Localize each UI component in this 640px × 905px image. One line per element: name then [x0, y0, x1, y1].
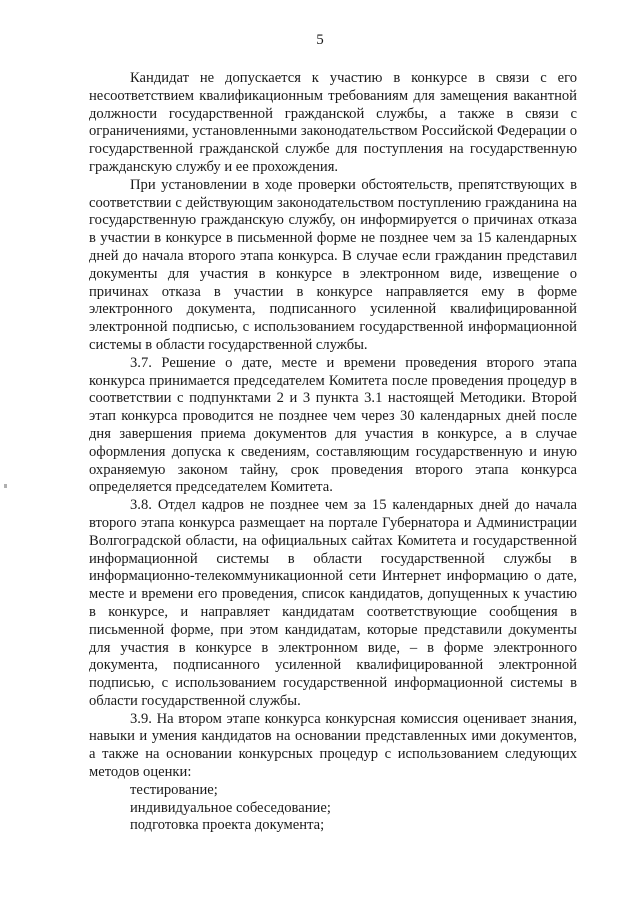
paragraph-3-8: 3.8. Отдел кадров не позднее чем за 15 календарных дней до начала второго этапа конкурса размещает на портале Губернатора и Администрации Волгоградской области, на официальных сайтах Комитета и государственной информационной системы в области государственной службы в информационно-телекоммуникационной сети Интернет информацию о дате, месте и времени его проведения, список кандидатов, допущенных к участию в конкурсе, и направляет кандидатам соответствующие сообщения в письменной форме, при этом кандидатам, которые представили документы для участия в конкурсе в электронном виде, – в форме электронного документа, подписанного усиленной квалифицированной электронной подписью, с использованием государственной информационной системы в области государственной службы.	[89, 497, 577, 709]
method-interview: индивидуальное собеседование;	[130, 799, 331, 816]
paragraph-3-9: 3.9. На втором этапе конкурса конкурсная комиссия оценивает знания, навыки и умения кандидатов на основании представленных ими документов, а также на основании конкурсных процедур с использованием следующих методов оценки:	[89, 710, 577, 781]
document-body	[89, 70, 577, 835]
method-testing: тестирование;	[130, 781, 218, 798]
margin-mark	[4, 484, 7, 488]
method-document-draft: подготовка проекта документа;	[130, 817, 325, 834]
paragraph-refusal-notification: При установлении в ходе проверки обстоятельств, препятствующих в соответствии с действующим законодательством поступлению гражданина на государственную гражданскую службу, он информируется о причинах отказа в участии в конкурсе в письменной форме не позднее чем за 15 календарных дней до начала второго этапа конкурса. В случае если гражданин представил документы для участия в конкурсе в электронном виде, извещение о причинах отказа в участии в конкурсе направляется ему в форме электронного документа, подписанного усиленной квалифицированной электронной подписью, с использованием государственной информационной системы в области государственной службы.	[89, 176, 577, 353]
paragraph-candidate-not-admitted: Кандидат не допускается к участию в конкурсе в связи с его несоответствием квалификационным требованиям для замещения вакантной должности государственной гражданской службы, а также в связи с ограничениями, установленными законодательством Российской Федерации о государственной гражданской службе для поступления на государственную гражданскую службу и ее прохождения.	[89, 70, 577, 175]
page-number: 5	[316, 32, 324, 48]
paragraph-3-7: 3.7. Решение о дате, месте и времени проведения второго этапа конкурса принимается председателем Комитета после проведения процедур в соответствии с подпунктами 2 и 3 пункта 3.1 настоящей Методики. Второй этап конкурса проводится не позднее чем через 30 календарных дней после дня завершения приема документов для участия в конкурсе, а в случае оформления допуска к сведениям, составляющим государственную и иную охраняемую законом тайну, срок проведения второго этапа конкурса определяется председателем Комитета.	[89, 354, 577, 496]
